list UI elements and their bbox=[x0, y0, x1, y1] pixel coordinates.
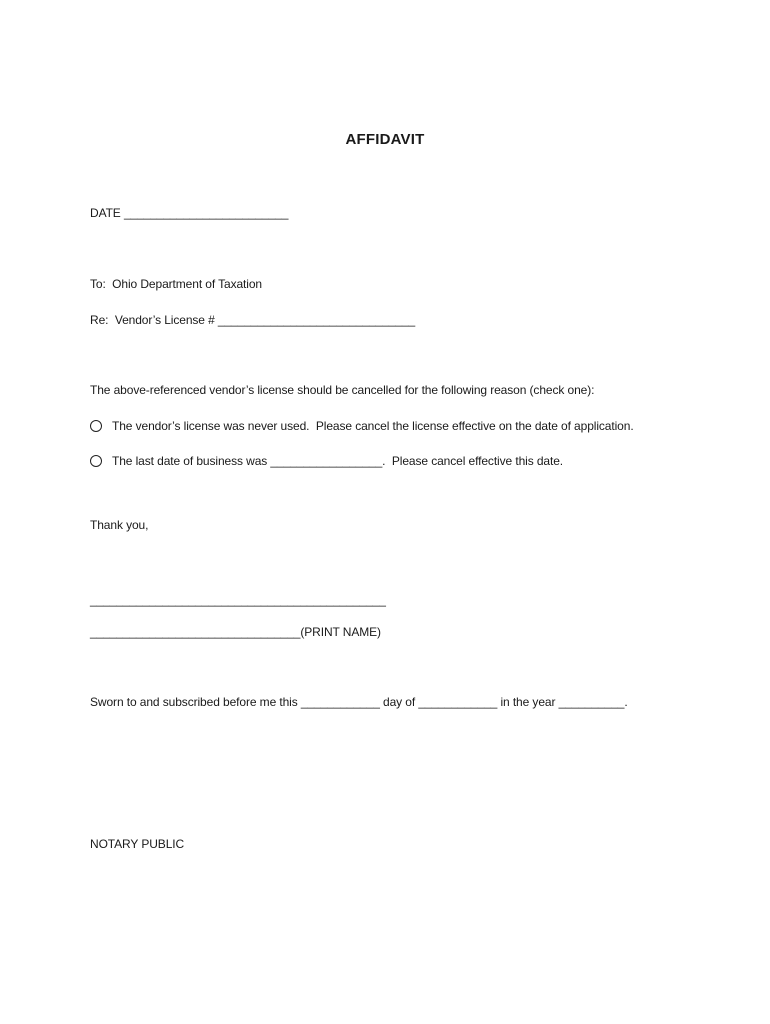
signature-line: _____________________________________________ bbox=[90, 593, 386, 607]
radio-button[interactable] bbox=[90, 420, 102, 432]
notary-public-label: NOTARY PUBLIC bbox=[90, 837, 185, 851]
re-line: Re: Vendor’s License # ______________________________ bbox=[90, 313, 416, 327]
sworn-line: Sworn to and subscribed before me this ____________ day of ____________ in the year __________. bbox=[90, 695, 628, 709]
radio-button[interactable] bbox=[90, 455, 102, 467]
option-never-used[interactable] bbox=[90, 418, 634, 434]
option-label: The vendor’s license was never used. Please cancel the license effective on the date of application. bbox=[112, 419, 634, 433]
to-line: To: Ohio Department of Taxation bbox=[90, 277, 263, 291]
print-name-line: ________________________________(PRINT NAME) bbox=[90, 625, 381, 639]
date-line: DATE _________________________ bbox=[90, 206, 289, 220]
reason-intro: The above-referenced vendor’s license should be cancelled for the following reason (check one): bbox=[90, 383, 595, 397]
document-title: AFFIDAVIT bbox=[345, 131, 425, 148]
option-label: The last date of business was _________________. Please cancel effective this date. bbox=[112, 454, 564, 468]
closing-text: Thank you, bbox=[90, 518, 149, 532]
option-last-date[interactable] bbox=[90, 453, 563, 469]
